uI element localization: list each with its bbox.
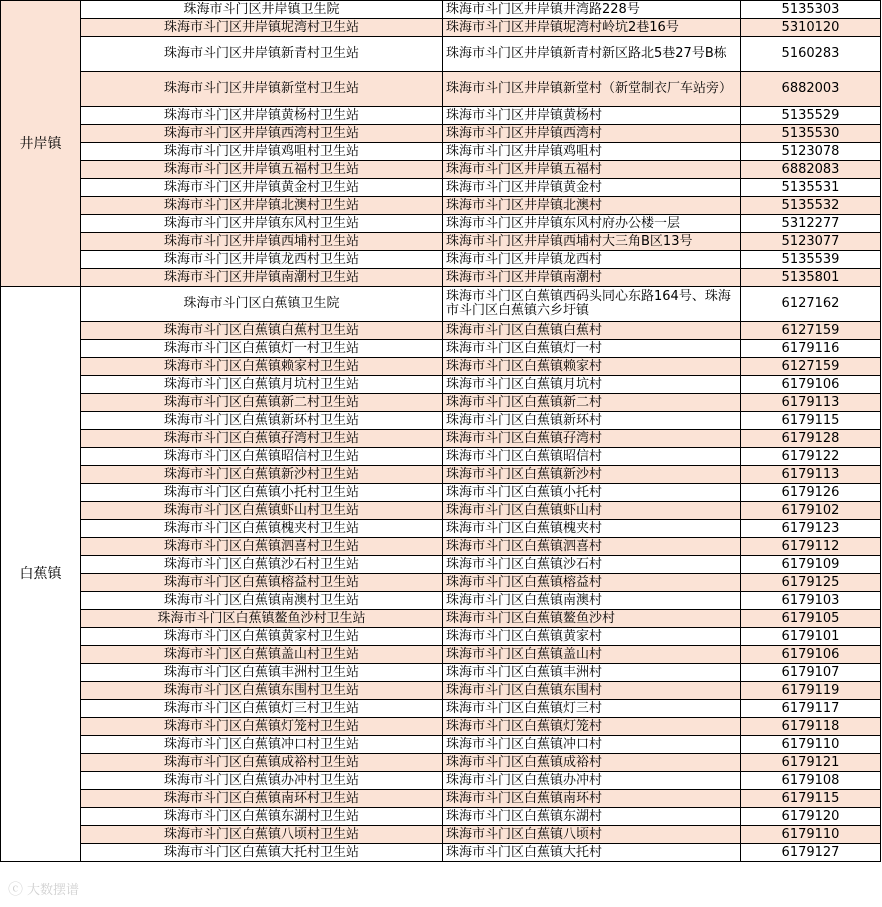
facility-name-cell: 珠海市斗门区白蕉镇东湖村卫生站 bbox=[81, 808, 443, 826]
table-row bbox=[1, 233, 881, 251]
address-cell: 珠海市斗门区白蕉镇冲口村 bbox=[443, 736, 741, 754]
table-row bbox=[1, 520, 881, 538]
facility-name-cell: 珠海市斗门区白蕉镇东围村卫生站 bbox=[81, 682, 443, 700]
table-row bbox=[1, 718, 881, 736]
phone-cell: 6179102 bbox=[741, 502, 881, 520]
facility-name-cell: 珠海市斗门区白蕉镇办冲村卫生站 bbox=[81, 772, 443, 790]
facility-name-cell: 珠海市斗门区白蕉镇灯三村卫生站 bbox=[81, 700, 443, 718]
phone-cell: 6179119 bbox=[741, 682, 881, 700]
address-cell: 珠海市斗门区井岸镇黄杨村 bbox=[443, 107, 741, 125]
phone-cell: 6127159 bbox=[741, 322, 881, 340]
address-cell: 珠海市斗门区白蕉镇大托村 bbox=[443, 844, 741, 862]
address-cell: 珠海市斗门区白蕉镇八顷村 bbox=[443, 826, 741, 844]
address-cell: 珠海市斗门区白蕉镇虾山村 bbox=[443, 502, 741, 520]
phone-cell: 6179115 bbox=[741, 790, 881, 808]
facility-name-cell: 珠海市斗门区井岸镇新青村卫生站 bbox=[81, 37, 443, 72]
table-row bbox=[1, 574, 881, 592]
address-cell: 珠海市斗门区白蕉镇东围村 bbox=[443, 682, 741, 700]
facility-name-cell: 珠海市斗门区白蕉镇南澳村卫生站 bbox=[81, 592, 443, 610]
facility-name-cell: 珠海市斗门区白蕉镇榕益村卫生站 bbox=[81, 574, 443, 592]
table-row bbox=[1, 736, 881, 754]
table-row bbox=[1, 808, 881, 826]
table-row bbox=[1, 161, 881, 179]
phone-cell: 6179108 bbox=[741, 772, 881, 790]
facility-name-cell: 珠海市斗门区白蕉镇南环村卫生站 bbox=[81, 790, 443, 808]
facility-name-cell: 珠海市斗门区白蕉镇成裕村卫生站 bbox=[81, 754, 443, 772]
facility-name-cell: 珠海市斗门区井岸镇新堂村卫生站 bbox=[81, 72, 443, 107]
address-cell: 珠海市斗门区白蕉镇盖山村 bbox=[443, 646, 741, 664]
address-cell: 珠海市斗门区白蕉镇办冲村 bbox=[443, 772, 741, 790]
facility-name-cell: 珠海市斗门区白蕉镇八顷村卫生站 bbox=[81, 826, 443, 844]
table-row bbox=[1, 754, 881, 772]
phone-cell: 6179107 bbox=[741, 664, 881, 682]
address-cell: 珠海市斗门区白蕉镇东湖村 bbox=[443, 808, 741, 826]
address-cell: 珠海市斗门区白蕉镇西码头同心东路164号、珠海市斗门区白蕉镇六乡圩镇 bbox=[443, 287, 741, 322]
phone-cell: 5135539 bbox=[741, 251, 881, 269]
facility-name-cell: 珠海市斗门区井岸镇五福村卫生站 bbox=[81, 161, 443, 179]
phone-cell: 6179123 bbox=[741, 520, 881, 538]
facility-name-cell: 珠海市斗门区井岸镇坭湾村卫生站 bbox=[81, 19, 443, 37]
table-row bbox=[1, 197, 881, 215]
address-cell: 珠海市斗门区井岸镇新堂村（新堂制衣厂车站旁） bbox=[443, 72, 741, 107]
table-row bbox=[1, 143, 881, 161]
facility-name-cell: 珠海市斗门区井岸镇黄杨村卫生站 bbox=[81, 107, 443, 125]
facility-name-cell: 珠海市斗门区白蕉镇盖山村卫生站 bbox=[81, 646, 443, 664]
phone-cell: 6179106 bbox=[741, 376, 881, 394]
facility-name-cell: 珠海市斗门区白蕉镇卫生院 bbox=[81, 287, 443, 322]
table-row bbox=[1, 179, 881, 197]
table-row bbox=[1, 556, 881, 574]
table-row bbox=[1, 322, 881, 340]
address-cell: 珠海市斗门区白蕉镇灯一村 bbox=[443, 340, 741, 358]
facility-name-cell: 珠海市斗门区井岸镇鸡咀村卫生站 bbox=[81, 143, 443, 161]
table-row bbox=[1, 340, 881, 358]
phone-cell: 6179110 bbox=[741, 826, 881, 844]
address-cell: 珠海市斗门区井岸镇坭湾村岭坑2巷16号 bbox=[443, 19, 741, 37]
table-row bbox=[1, 646, 881, 664]
facility-name-cell: 珠海市斗门区白蕉镇槐夹村卫生站 bbox=[81, 520, 443, 538]
address-cell: 珠海市斗门区白蕉镇成裕村 bbox=[443, 754, 741, 772]
phone-cell: 6179105 bbox=[741, 610, 881, 628]
phone-cell: 6179106 bbox=[741, 646, 881, 664]
watermark-text: 大数摆谱 bbox=[27, 883, 80, 898]
address-cell: 珠海市斗门区井岸镇黄金村 bbox=[443, 179, 741, 197]
table-row bbox=[1, 502, 881, 520]
phone-cell: 6179118 bbox=[741, 718, 881, 736]
table-row bbox=[1, 269, 881, 287]
address-cell: 珠海市斗门区白蕉镇泗喜村 bbox=[443, 538, 741, 556]
address-cell: 珠海市斗门区井岸镇南潮村 bbox=[443, 269, 741, 287]
table-row bbox=[1, 125, 881, 143]
phone-cell: 6127162 bbox=[741, 287, 881, 322]
facility-name-cell: 珠海市斗门区井岸镇北澳村卫生站 bbox=[81, 197, 443, 215]
address-cell: 珠海市斗门区井岸镇五福村 bbox=[443, 161, 741, 179]
table-row bbox=[1, 448, 881, 466]
phone-cell: 5310120 bbox=[741, 19, 881, 37]
table-row bbox=[1, 592, 881, 610]
address-cell: 珠海市斗门区白蕉镇南澳村 bbox=[443, 592, 741, 610]
phone-cell: 5123077 bbox=[741, 233, 881, 251]
phone-cell: 6179122 bbox=[741, 448, 881, 466]
table-row bbox=[1, 466, 881, 484]
table-row bbox=[1, 484, 881, 502]
facility-name-cell: 珠海市斗门区白蕉镇新环村卫生站 bbox=[81, 412, 443, 430]
facility-name-cell: 珠海市斗门区白蕉镇新二村卫生站 bbox=[81, 394, 443, 412]
address-cell: 珠海市斗门区白蕉镇赖家村 bbox=[443, 358, 741, 376]
town-name-cell: 白蕉镇 bbox=[1, 287, 81, 862]
address-cell: 珠海市斗门区井岸镇新青村新区路北5巷27号B栋 bbox=[443, 37, 741, 72]
table-row bbox=[1, 610, 881, 628]
table-row bbox=[1, 287, 881, 322]
phone-cell: 6179109 bbox=[741, 556, 881, 574]
phone-cell: 6882083 bbox=[741, 161, 881, 179]
table-row bbox=[1, 107, 881, 125]
table-row bbox=[1, 664, 881, 682]
phone-cell: 6179126 bbox=[741, 484, 881, 502]
address-cell: 珠海市斗门区白蕉镇孖湾村 bbox=[443, 430, 741, 448]
facility-name-cell: 珠海市斗门区白蕉镇月坑村卫生站 bbox=[81, 376, 443, 394]
phone-cell: 6127159 bbox=[741, 358, 881, 376]
phone-cell: 6179101 bbox=[741, 628, 881, 646]
watermark-logo-icon: ⓒ bbox=[8, 880, 24, 898]
table-row bbox=[1, 251, 881, 269]
address-cell: 珠海市斗门区白蕉镇月坑村 bbox=[443, 376, 741, 394]
table-row bbox=[1, 215, 881, 233]
facility-name-cell: 珠海市斗门区白蕉镇鳌鱼沙村卫生站 bbox=[81, 610, 443, 628]
facility-name-cell: 珠海市斗门区白蕉镇冲口村卫生站 bbox=[81, 736, 443, 754]
table-row bbox=[1, 628, 881, 646]
address-cell: 珠海市斗门区白蕉镇灯笼村 bbox=[443, 718, 741, 736]
address-cell: 珠海市斗门区井岸镇井湾路228号 bbox=[443, 1, 741, 19]
facility-name-cell: 珠海市斗门区白蕉镇丰洲村卫生站 bbox=[81, 664, 443, 682]
facility-name-cell: 珠海市斗门区井岸镇黄金村卫生站 bbox=[81, 179, 443, 197]
table-row bbox=[1, 682, 881, 700]
facility-name-cell: 珠海市斗门区井岸镇西埔村卫生站 bbox=[81, 233, 443, 251]
facility-name-cell: 珠海市斗门区白蕉镇白蕉村卫生站 bbox=[81, 322, 443, 340]
table-row bbox=[1, 844, 881, 862]
address-cell: 珠海市斗门区白蕉镇南环村 bbox=[443, 790, 741, 808]
facility-name-cell: 珠海市斗门区白蕉镇黄家村卫生站 bbox=[81, 628, 443, 646]
address-cell: 珠海市斗门区井岸镇东风村府办公楼一层 bbox=[443, 215, 741, 233]
facility-name-cell: 珠海市斗门区白蕉镇沙石村卫生站 bbox=[81, 556, 443, 574]
address-cell: 珠海市斗门区白蕉镇新二村 bbox=[443, 394, 741, 412]
facility-name-cell: 珠海市斗门区白蕉镇新沙村卫生站 bbox=[81, 466, 443, 484]
clinic-table-body bbox=[1, 1, 881, 862]
facility-name-cell: 珠海市斗门区白蕉镇昭信村卫生站 bbox=[81, 448, 443, 466]
table-row bbox=[1, 772, 881, 790]
phone-cell: 5135529 bbox=[741, 107, 881, 125]
facility-name-cell: 珠海市斗门区白蕉镇孖湾村卫生站 bbox=[81, 430, 443, 448]
address-cell: 珠海市斗门区白蕉镇昭信村 bbox=[443, 448, 741, 466]
facility-name-cell: 珠海市斗门区白蕉镇泗喜村卫生站 bbox=[81, 538, 443, 556]
table-row bbox=[1, 72, 881, 107]
table-row bbox=[1, 430, 881, 448]
address-cell: 珠海市斗门区白蕉镇榕益村 bbox=[443, 574, 741, 592]
address-cell: 珠海市斗门区白蕉镇丰洲村 bbox=[443, 664, 741, 682]
table-row bbox=[1, 358, 881, 376]
address-cell: 珠海市斗门区井岸镇龙西村 bbox=[443, 251, 741, 269]
phone-cell: 5135531 bbox=[741, 179, 881, 197]
phone-cell: 5135303 bbox=[741, 1, 881, 19]
address-cell: 珠海市斗门区白蕉镇槐夹村 bbox=[443, 520, 741, 538]
phone-cell: 5312277 bbox=[741, 215, 881, 233]
facility-name-cell: 珠海市斗门区白蕉镇灯一村卫生站 bbox=[81, 340, 443, 358]
phone-cell: 6179128 bbox=[741, 430, 881, 448]
phone-cell: 6179127 bbox=[741, 844, 881, 862]
phone-cell: 6179110 bbox=[741, 736, 881, 754]
phone-cell: 5135532 bbox=[741, 197, 881, 215]
phone-cell: 5135530 bbox=[741, 125, 881, 143]
facility-name-cell: 珠海市斗门区白蕉镇小托村卫生站 bbox=[81, 484, 443, 502]
table-row bbox=[1, 826, 881, 844]
phone-cell: 5123078 bbox=[741, 143, 881, 161]
address-cell: 珠海市斗门区井岸镇西埔村大三角B区13号 bbox=[443, 233, 741, 251]
address-cell: 珠海市斗门区白蕉镇灯三村 bbox=[443, 700, 741, 718]
table-row bbox=[1, 1, 881, 19]
table-row bbox=[1, 412, 881, 430]
address-cell: 珠海市斗门区井岸镇鸡咀村 bbox=[443, 143, 741, 161]
town-name-cell: 井岸镇 bbox=[1, 1, 81, 287]
address-cell: 珠海市斗门区白蕉镇沙石村 bbox=[443, 556, 741, 574]
facility-name-cell: 珠海市斗门区井岸镇东风村卫生站 bbox=[81, 215, 443, 233]
phone-cell: 6179116 bbox=[741, 340, 881, 358]
phone-cell: 6882003 bbox=[741, 72, 881, 107]
table-row bbox=[1, 394, 881, 412]
watermark bbox=[8, 878, 79, 899]
address-cell: 珠海市斗门区白蕉镇白蕉村 bbox=[443, 322, 741, 340]
facility-name-cell: 珠海市斗门区白蕉镇虾山村卫生站 bbox=[81, 502, 443, 520]
table-row bbox=[1, 37, 881, 72]
facility-name-cell: 珠海市斗门区井岸镇龙西村卫生站 bbox=[81, 251, 443, 269]
table-row bbox=[1, 376, 881, 394]
phone-cell: 6179112 bbox=[741, 538, 881, 556]
address-cell: 珠海市斗门区井岸镇西湾村 bbox=[443, 125, 741, 143]
address-cell: 珠海市斗门区白蕉镇小托村 bbox=[443, 484, 741, 502]
phone-cell: 6179103 bbox=[741, 592, 881, 610]
facility-name-cell: 珠海市斗门区白蕉镇灯笼村卫生站 bbox=[81, 718, 443, 736]
table-row bbox=[1, 19, 881, 37]
address-cell: 珠海市斗门区白蕉镇新环村 bbox=[443, 412, 741, 430]
phone-cell: 6179120 bbox=[741, 808, 881, 826]
facility-name-cell: 珠海市斗门区井岸镇卫生院 bbox=[81, 1, 443, 19]
address-cell: 珠海市斗门区白蕉镇新沙村 bbox=[443, 466, 741, 484]
table-row bbox=[1, 790, 881, 808]
phone-cell: 6179115 bbox=[741, 412, 881, 430]
phone-cell: 5135801 bbox=[741, 269, 881, 287]
address-cell: 珠海市斗门区白蕉镇鳌鱼沙村 bbox=[443, 610, 741, 628]
table-row bbox=[1, 538, 881, 556]
address-cell: 珠海市斗门区井岸镇北澳村 bbox=[443, 197, 741, 215]
address-cell: 珠海市斗门区白蕉镇黄家村 bbox=[443, 628, 741, 646]
phone-cell: 6179125 bbox=[741, 574, 881, 592]
facility-name-cell: 珠海市斗门区白蕉镇赖家村卫生站 bbox=[81, 358, 443, 376]
facility-name-cell: 珠海市斗门区井岸镇西湾村卫生站 bbox=[81, 125, 443, 143]
phone-cell: 6179113 bbox=[741, 466, 881, 484]
phone-cell: 5160283 bbox=[741, 37, 881, 72]
table-row bbox=[1, 700, 881, 718]
phone-cell: 6179113 bbox=[741, 394, 881, 412]
facility-name-cell: 珠海市斗门区井岸镇南潮村卫生站 bbox=[81, 269, 443, 287]
phone-cell: 6179121 bbox=[741, 754, 881, 772]
phone-cell: 6179117 bbox=[741, 700, 881, 718]
facility-name-cell: 珠海市斗门区白蕉镇大托村卫生站 bbox=[81, 844, 443, 862]
